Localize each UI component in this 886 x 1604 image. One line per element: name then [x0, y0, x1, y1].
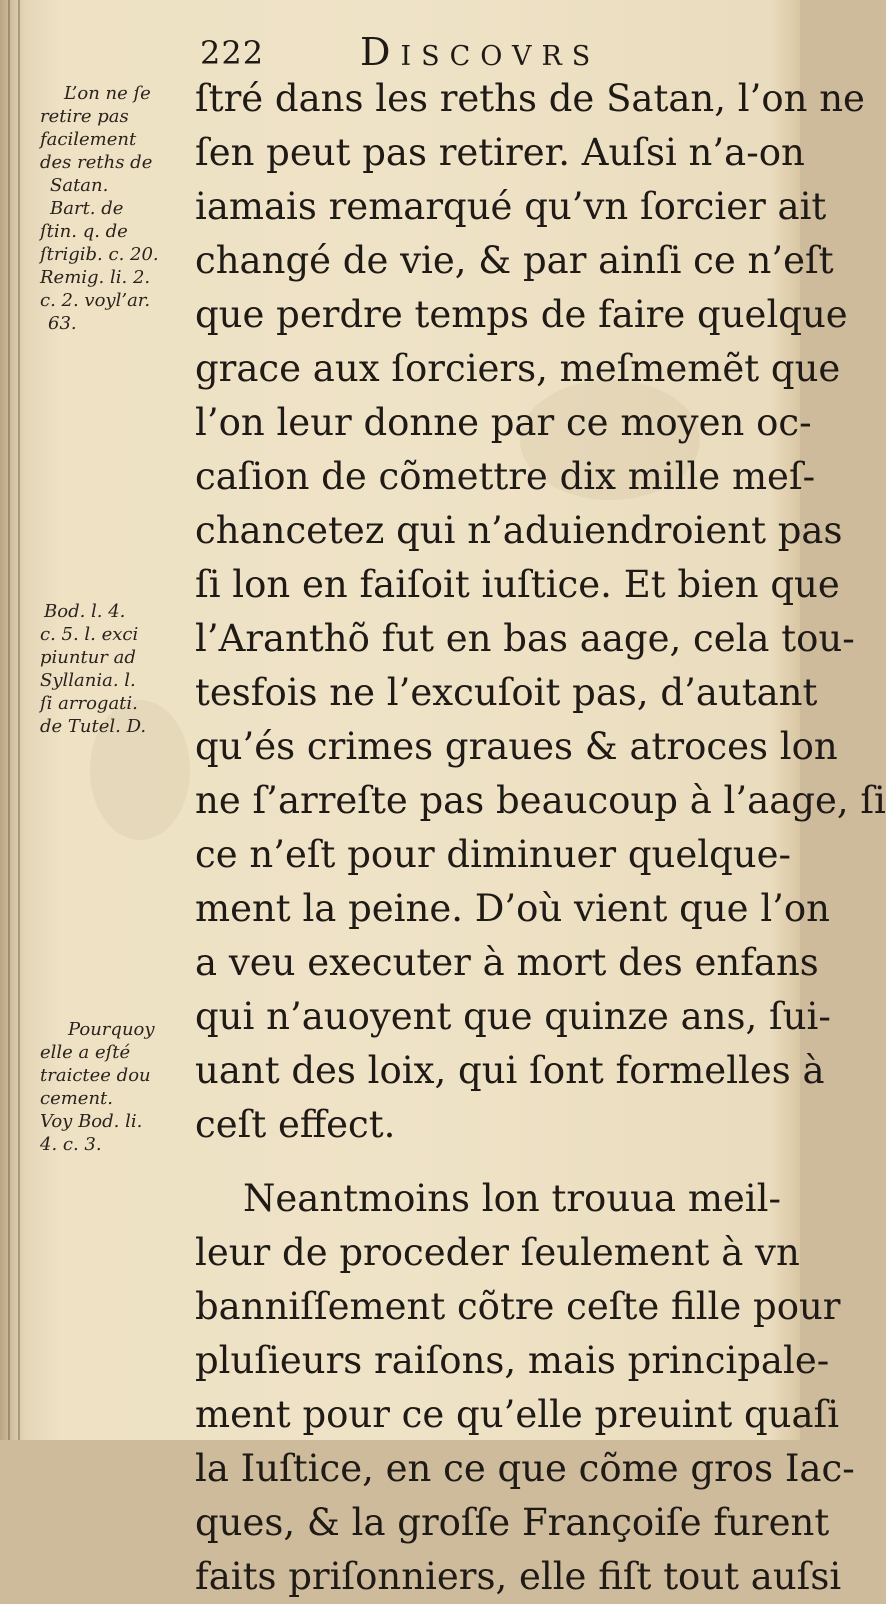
- margin-note-line: 4. c. 3.: [40, 1134, 102, 1155]
- margin-note-line: Bod. l. 4.: [44, 601, 126, 622]
- binding-edge-line: [18, 0, 20, 1440]
- margin-note-line: des reths de: [40, 152, 153, 173]
- text-line: qui n’auoyent que quinze ans, ſui-: [195, 995, 831, 1038]
- page-number: 222: [200, 34, 265, 72]
- text-line: l’on leur donne par ce moyen oc-: [195, 401, 812, 444]
- text-line: banniſſement cõtre ceſte fille pour: [195, 1285, 841, 1328]
- margin-note-line: elle a eſté: [40, 1042, 131, 1063]
- margin-note-satan: [40, 82, 190, 335]
- text-line: ques, & la groſſe Françoiſe furent: [195, 1501, 830, 1544]
- margin-note-line: Voy Bod. li.: [40, 1111, 143, 1132]
- margin-notes: [40, 0, 190, 1440]
- margin-note-line: Bart. de: [50, 198, 124, 219]
- text-line: chancetez qui n’aduiendroient pas: [195, 509, 843, 552]
- margin-note-line: c. 5. l. exci: [40, 624, 139, 645]
- body-text: [195, 72, 886, 1604]
- margin-note-line: 63.: [48, 313, 77, 334]
- text-line: ne ſ’arreſte pas beaucoup à l’aage, ſi: [195, 779, 886, 822]
- margin-note-pourquoy: [40, 1018, 190, 1156]
- text-line: ſen peut pas retirer. Auſsi n’a-on: [195, 131, 805, 174]
- text-line: grace aux ſorciers, meſmemẽt que: [195, 347, 841, 390]
- text-line: pluſieurs raiſons, mais principale-: [195, 1339, 830, 1382]
- margin-note-line: ſtin. q. de: [40, 221, 128, 242]
- text-line: leur de proceder ſeulement à vn: [195, 1231, 800, 1274]
- text-line: ſi lon en faiſoit iuſtice. Et bien que: [195, 563, 840, 606]
- text-line: ce n’eſt pour diminuer quelque-: [195, 833, 792, 876]
- text-line: ceſt effect.: [195, 1103, 396, 1146]
- text-line: l’Aranthõ fut en bas aage, cela tou-: [195, 617, 855, 660]
- text-line: la Iuſtice, en ce que cõme gros Iac-: [195, 1447, 855, 1490]
- text-line: changé de vie, & par ainſi ce n’eſt: [195, 239, 834, 282]
- text-line: Neantmoins lon trouua meil-: [243, 1177, 781, 1220]
- running-title: Discovrs: [360, 30, 601, 74]
- text-line: ment pour ce qu’elle preuint quaſi: [195, 1393, 840, 1436]
- text-line: ment la peine. D’où vient que l’on: [195, 887, 831, 930]
- margin-note-line: Syllania. l.: [40, 670, 136, 691]
- text-line: iamais remarqué qu’vn ſorcier ait: [195, 185, 827, 228]
- text-line: que perdre temps de faire quelque: [195, 293, 848, 336]
- text-line: uant des loix, qui ſont formelles à: [195, 1049, 825, 1092]
- margin-note-line: piuntur ad: [40, 647, 136, 668]
- margin-note-line: ſtrigib. c. 20.: [40, 244, 159, 265]
- margin-note-line: traictee dou: [40, 1065, 151, 1086]
- margin-note-line: L’on ne ſe: [64, 83, 151, 104]
- margin-note-line: retire pas: [40, 106, 129, 127]
- binding-edge-line: [8, 0, 10, 1440]
- text-line: faits priſonniers, elle fiſt tout auſsi: [195, 1555, 842, 1598]
- margin-note-line: Pourquoy: [68, 1019, 155, 1040]
- margin-note-line: cement.: [40, 1088, 114, 1109]
- margin-note-line: facilement: [40, 129, 137, 150]
- paragraph-gap: [195, 1152, 765, 1172]
- text-line: ſtré dans les reths de Satan, l’on ne: [195, 77, 865, 120]
- margin-note-bodin: [40, 600, 190, 738]
- text-line: a veu executer à mort des enfans: [195, 941, 819, 984]
- margin-note-line: Remig. li. 2.: [40, 267, 151, 288]
- margin-note-line: ſi arrogati.: [40, 693, 138, 714]
- text-line: caſion de cõmettre dix mille meſ-: [195, 455, 816, 498]
- text-line: tesfois ne l’excuſoit pas, d’autant: [195, 671, 818, 714]
- margin-note-line: c. 2. voyl’ar.: [40, 290, 151, 311]
- margin-note-line: Satan.: [50, 175, 109, 196]
- page-binding: [0, 0, 26, 1440]
- margin-note-line: de Tutel. D.: [40, 716, 147, 737]
- text-line: qu’és crimes graues & atroces lon: [195, 725, 838, 768]
